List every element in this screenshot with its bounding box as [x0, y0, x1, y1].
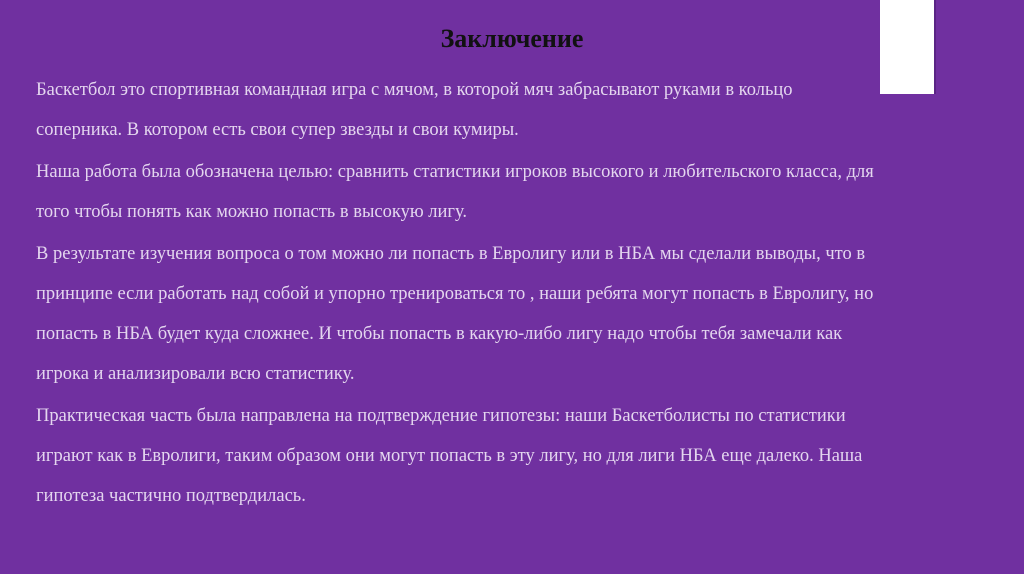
body-line-6: принципе если работать над собой и упорно тренироваться то , наши ребята могут попасть в Евролигу, но [36, 284, 874, 304]
body-line-10: играют как в Евролиги, таким образом они могут попасть в эту лигу, но для лиги НБА еще далеко. Наша [36, 446, 863, 466]
body-line-7: попасть в НБА будет куда сложнее. И чтобы попасть в какую-либо лигу надо чтобы тебя замечали как [36, 324, 843, 344]
slide-title: Заключение [440, 24, 584, 53]
slide-body [36, 70, 1024, 516]
body-line-2: соперника. В котором есть свои супер звезды и свои кумиры. [36, 120, 519, 140]
body-line-1: Баскетбол это спортивная командная игра с мячом, в которой мяч забрасывают руками в кольцо [36, 80, 793, 100]
body-line-3: Наша работа была обозначена целью: сравнить статистики игроков высокого и любительского класса, для [36, 162, 874, 182]
body-line-11: гипотеза частично подтвердилась. [36, 486, 306, 506]
body-line-9: Практическая часть была направлена на подтверждение гипотезы: наши Баскетболисты по статистики [36, 406, 846, 426]
body-line-8: игрока и анализировали всю статистику. [36, 364, 355, 384]
decorative-rectangle-shadow [934, 0, 936, 94]
decorative-white-rectangle [880, 0, 934, 94]
body-line-5: В результате изучения вопроса о том можно ли попасть в Евролигу или в НБА мы сделали выводы, что в [36, 244, 866, 264]
body-line-4: того чтобы понять как можно попасть в высокую лигу. [36, 202, 468, 222]
